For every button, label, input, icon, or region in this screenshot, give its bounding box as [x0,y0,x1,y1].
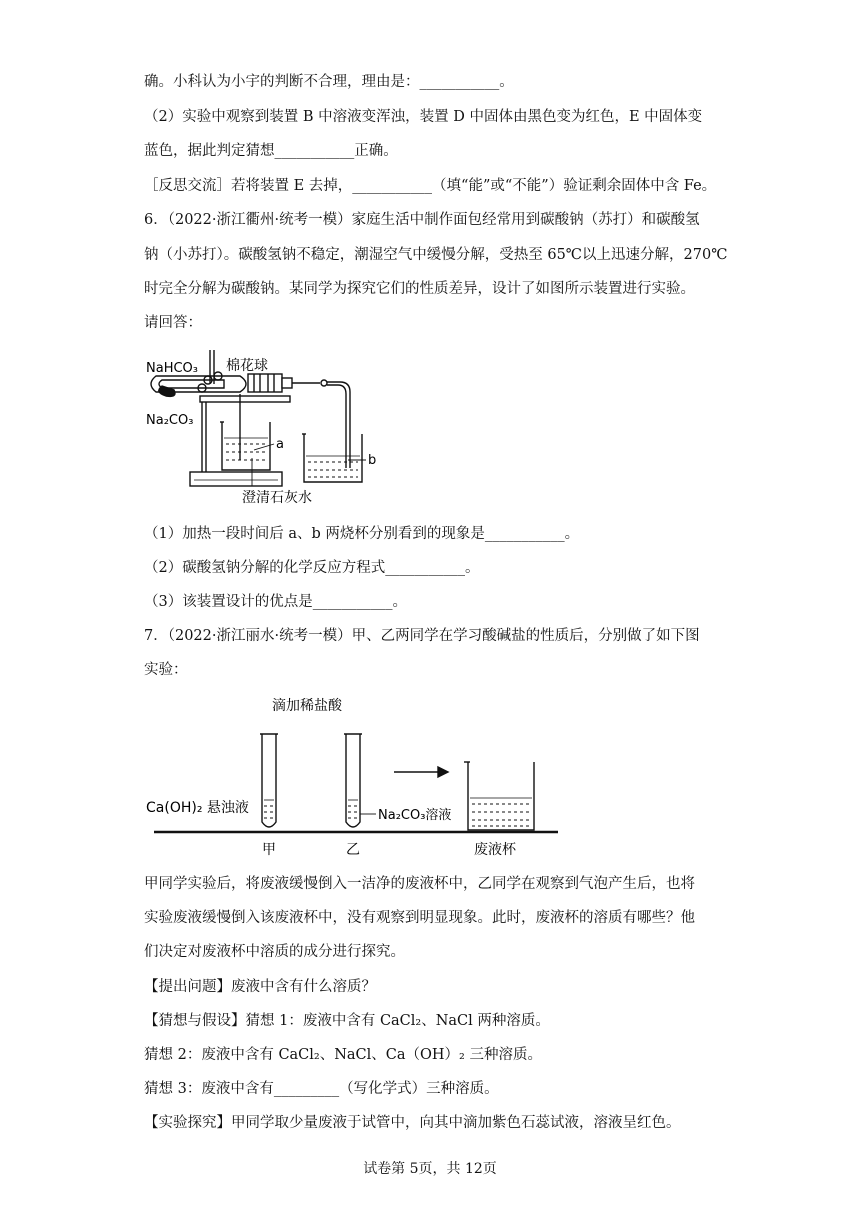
experiment-explore: 【实验探究】甲同学取少量废液于试管中，向其中滴加紫色石蕊试液，溶液呈红色。 [144,1115,681,1131]
question-6-line-4: 请回答： [144,315,202,331]
question-7-body-3: 们决定对废液杯中溶质的成分进行探究。 [144,944,405,960]
label-caoh2-suspension: Ca(OH)₂ 悬浊液 [146,800,249,816]
hypothesis-2: 猜想 2：废液中含有 CaCl₂、NaCl、Ca（OH）₂ 三种溶质。 [144,1047,542,1063]
question-7-line-1: 7．（2022·浙江丽水·统考一模）甲、乙两同学在学习酸碱盐的性质后，分别做了如下图 [144,628,700,644]
page-footer: 试卷第 5页，共 12页 [363,1161,497,1177]
question-6-line-1: 6．（2022·浙江衢州·统考一模）家庭生活中制作面包经常用到碳酸钠（苏打）和碳酸氢 [144,212,700,228]
label-na2co3: Na₂CO₃ [146,413,194,428]
label-add-dilute-hcl: 滴加稀盐酸 [272,698,342,714]
label-cotton-ball: 棉花球 [226,358,268,374]
question-6-part-1: （1）加热一段时间后 a、b 两烧杯分别看到的现象是___________。 [144,526,580,542]
question-6-part-3: （3）该装置设计的优点是___________。 [144,594,407,610]
text-line-1: 确。小科认为小宇的判断不合理，理由是：___________。 [144,74,514,90]
label-beaker-a: a [276,437,284,452]
question-7-body-2: 实验废液缓慢倒入该废液杯中，没有观察到明显现象。此时，废液杯的溶质有哪些？他 [144,910,695,926]
text-line-4: ［反思交流］若将装置 E 去掉，___________（填“能”或“不能”）验证剩余固体中含 Fe。 [144,178,717,194]
hypothesis-3: 猜想 3：废液中含有_________（写化学式）三种溶质。 [144,1081,499,1097]
label-jia: 甲 [262,842,276,858]
label-limewater: 澄清石灰水 [242,490,312,506]
label-na2co3-solution: Na₂CO₃溶液 [378,808,452,823]
hypothesis-1: 【猜想与假设】猜想 1：废液中含有 CaCl₂、NaCl 两种溶质。 [144,1013,550,1029]
label-waste-cup: 废液杯 [474,842,516,858]
label-beaker-b: b [368,453,377,468]
text-line-3: 蓝色，据此判定猜想___________正确。 [144,143,398,159]
question-6-line-2: 钠（小苏打）。碳酸氢钠不稳定，潮湿空气中缓慢分解，受热至 65℃以上迅速分解，270℃ [144,247,728,263]
text-line-2: （2）实验中观察到装置 B 中溶液变浑浊，装置 D 中固体由黑色变为红色，E 中固体变 [144,109,703,125]
figure-test-tubes [144,688,564,860]
question-7-problem: 【提出问题】废液中含有什么溶质？ [144,979,376,995]
label-yi: 乙 [346,842,360,858]
label-nahco3: NaHCO₃ [146,361,198,376]
question-7-body-1: 甲同学实验后，将废液缓慢倒入一洁净的废液杯中，乙同学在观察到气泡产生后，也将 [144,876,695,892]
question-6-part-2: （2）碳酸氢钠分解的化学反应方程式___________。 [144,560,480,576]
question-7-line-2: 实验： [144,662,188,678]
figure-heating-apparatus [144,340,404,512]
question-6-line-3: 时完全分解为碳酸钠。某同学为探究它们的性质差异，设计了如图所示装置进行实验。 [144,281,695,297]
